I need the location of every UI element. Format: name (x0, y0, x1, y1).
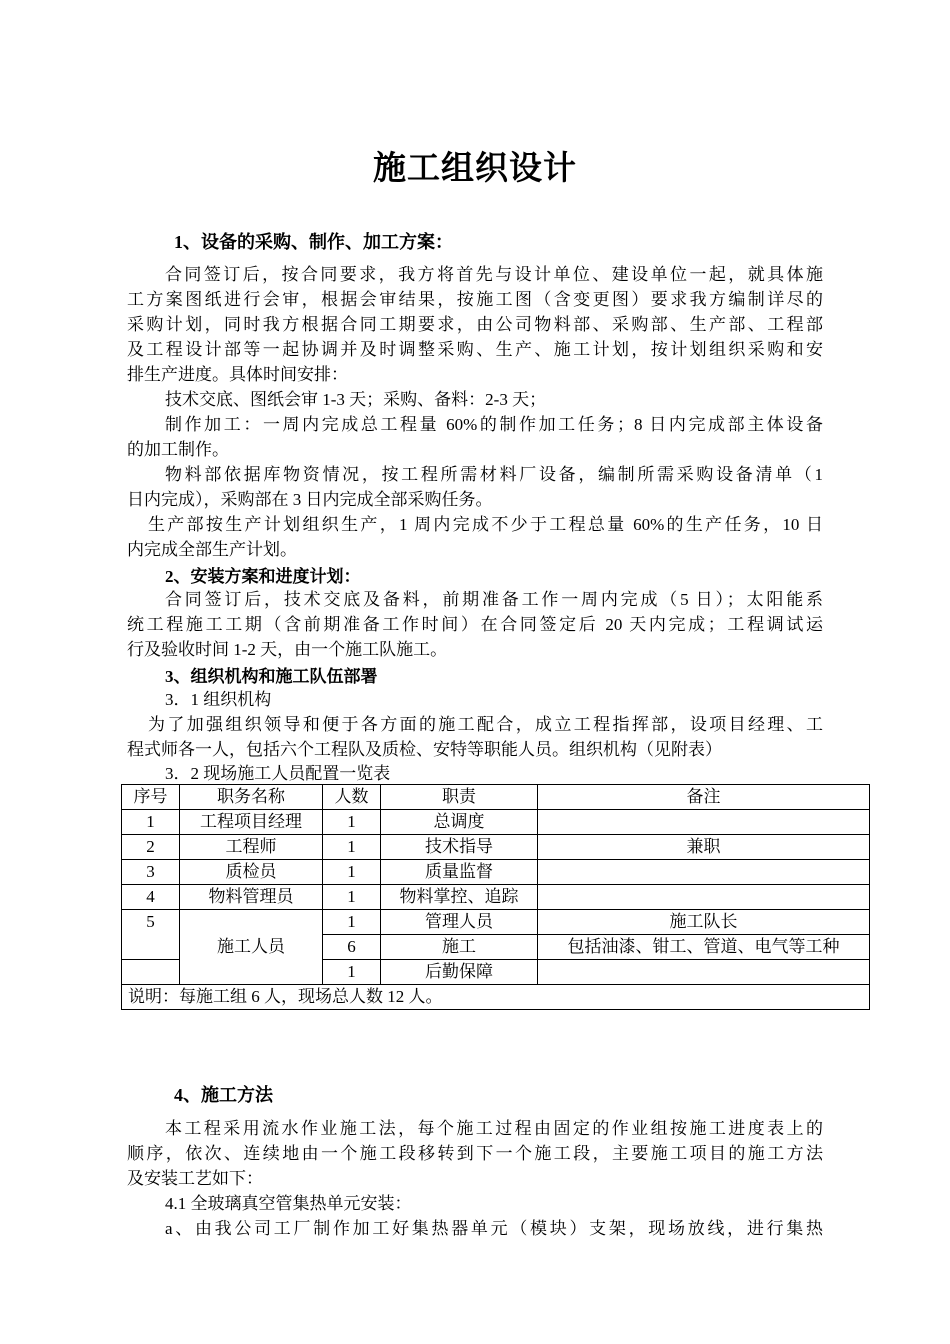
table-cell: 3 (122, 860, 180, 885)
header-cell: 职责 (381, 785, 538, 810)
table-cell: 质检员 (180, 860, 323, 885)
table-cell: 工程师 (180, 835, 323, 860)
paragraph-line: 技术交底、图纸会审 1-3 天；采购、备料：2-3 天； (165, 390, 547, 409)
paragraph-line: 合同签订后，技术交底及备料，前期准备工作一周内完成（5 日）；太阳能系 (165, 590, 823, 609)
table-cell: 施工 (381, 935, 538, 960)
table-cell: 包括油漆、钳工、管道、电气等工种 (538, 935, 870, 960)
staffing-table (121, 784, 870, 1010)
paragraph-line: a、由我公司工厂制作加工好集热器单元（模块）支架，现场放线，进行集热 (165, 1219, 823, 1238)
paragraph-line: 日内完成），采购部在 3 日内完成全部采购任务。 (127, 490, 493, 509)
paragraph-line: 工方案图纸进行会审，根据会审结果，按施工图（含变更图）要求我方编制详尽的 (127, 290, 823, 309)
table-cell: 后勤保障 (381, 960, 538, 985)
table-cell: 1 (323, 910, 381, 935)
document-title: 施工组织设计 (373, 151, 577, 187)
table-cell (538, 885, 870, 910)
paragraph-line: 排生产进度。具体时间安排： (127, 365, 348, 384)
header-cell: 序号 (122, 785, 180, 810)
table-cell: 总调度 (381, 810, 538, 835)
paragraph-line: 本工程采用流水作业施工法，每个施工过程由固定的作业组按施工进度表上的 (165, 1119, 823, 1138)
paragraph-line: 行及验收时间 1-2 天，由一个施工队施工。 (127, 640, 448, 659)
paragraph-line: 的加工制作。 (127, 440, 229, 459)
paragraph-line: 内完成全部生产计划。 (127, 540, 297, 559)
table-cell: 工程项目经理 (180, 810, 323, 835)
table-cell (538, 860, 870, 885)
table-cell: 1 (323, 835, 381, 860)
table-cell (122, 960, 180, 985)
subsection-heading: 4.1 全玻璃真空管集热单元安装： (165, 1194, 412, 1213)
table-row (122, 810, 870, 835)
section-1-heading: 1、设备的采购、制作、加工方案： (174, 232, 453, 252)
section-4-heading: 4、施工方法 (174, 1085, 273, 1105)
table-row (122, 835, 870, 860)
table-cell: 1 (323, 885, 381, 910)
table-cell: 6 (323, 935, 381, 960)
table-note: 说明：每施工组 6 人，现场总人数 12 人。 (122, 985, 870, 1010)
table-header-row (122, 785, 870, 810)
table-cell: 1 (323, 810, 381, 835)
table-note-row (122, 985, 870, 1010)
paragraph-line: 程式师各一人，包括六个工程队及质检、安特等职能人员。组织机构（见附表） (127, 740, 722, 759)
header-cell: 人数 (323, 785, 381, 810)
table-cell: 管理人员 (381, 910, 538, 935)
section-2-heading: 2、安装方案和进度计划： (165, 567, 361, 586)
table-cell: 1 (323, 960, 381, 985)
table-cell (538, 960, 870, 985)
table-cell: 2 (122, 835, 180, 860)
paragraph-line: 合同签订后，按合同要求，我方将首先与设计单位、建设单位一起，就具体施 (165, 265, 823, 284)
table-cell (538, 810, 870, 835)
table-cell-construction-staff: 施工人员 (180, 910, 323, 985)
table-cell: 兼职 (538, 835, 870, 860)
table-cell: 物料管理员 (180, 885, 323, 910)
paragraph-line: 统工程施工工期（含前期准备工作时间）在合同签定后 20 天内完成；工程调试运 (127, 615, 823, 634)
table-row (122, 910, 870, 935)
paragraph-line: 制作加工：一周内完成总工程量 60%的制作加工任务；8 日内完成部主体设备 (165, 415, 823, 434)
header-cell: 职务名称 (180, 785, 323, 810)
section-3-heading: 3、组织机构和施工队伍部署 (165, 667, 378, 686)
paragraph-line: 为了加强组织领导和便于各方面的施工配合，成立工程指挥部，设项目经理、工 (148, 715, 823, 734)
table-row (122, 860, 870, 885)
table-row (122, 885, 870, 910)
table-cell: 1 (122, 810, 180, 835)
paragraph-line: 物料部依据库物资情况，按工程所需材料厂设备，编制所需采购设备清单（1 (165, 465, 823, 484)
table-cell: 施工队长 (538, 910, 870, 935)
paragraph-line: 及工程设计部等一起协调并及时调整采购、生产、施工计划，按计划组织采购和安 (127, 340, 823, 359)
paragraph-line: 顺序，依次、连续地由一个施工段移转到下一个施工段，主要施工项目的施工方法 (127, 1144, 823, 1163)
table-cell: 质量监督 (381, 860, 538, 885)
paragraph-line: 及安装工艺如下： (127, 1169, 263, 1188)
table-cell: 物料掌控、追踪 (381, 885, 538, 910)
subsection-heading: 3．1 组织机构 (165, 690, 272, 709)
table-cell: 技术指导 (381, 835, 538, 860)
table-cell: 1 (323, 860, 381, 885)
paragraph-line: 生产部按生产计划组织生产，1 周内完成不少于工程总量 60%的生产任务，10 日 (148, 515, 823, 534)
header-cell: 备注 (538, 785, 870, 810)
table-cell: 5 (122, 910, 180, 960)
table-caption: 3．2 现场施工人员配置一览表 (165, 764, 391, 783)
paragraph-line: 采购计划，同时我方根据合同工期要求，由公司物料部、采购部、生产部、工程部 (127, 315, 823, 334)
table-cell: 4 (122, 885, 180, 910)
